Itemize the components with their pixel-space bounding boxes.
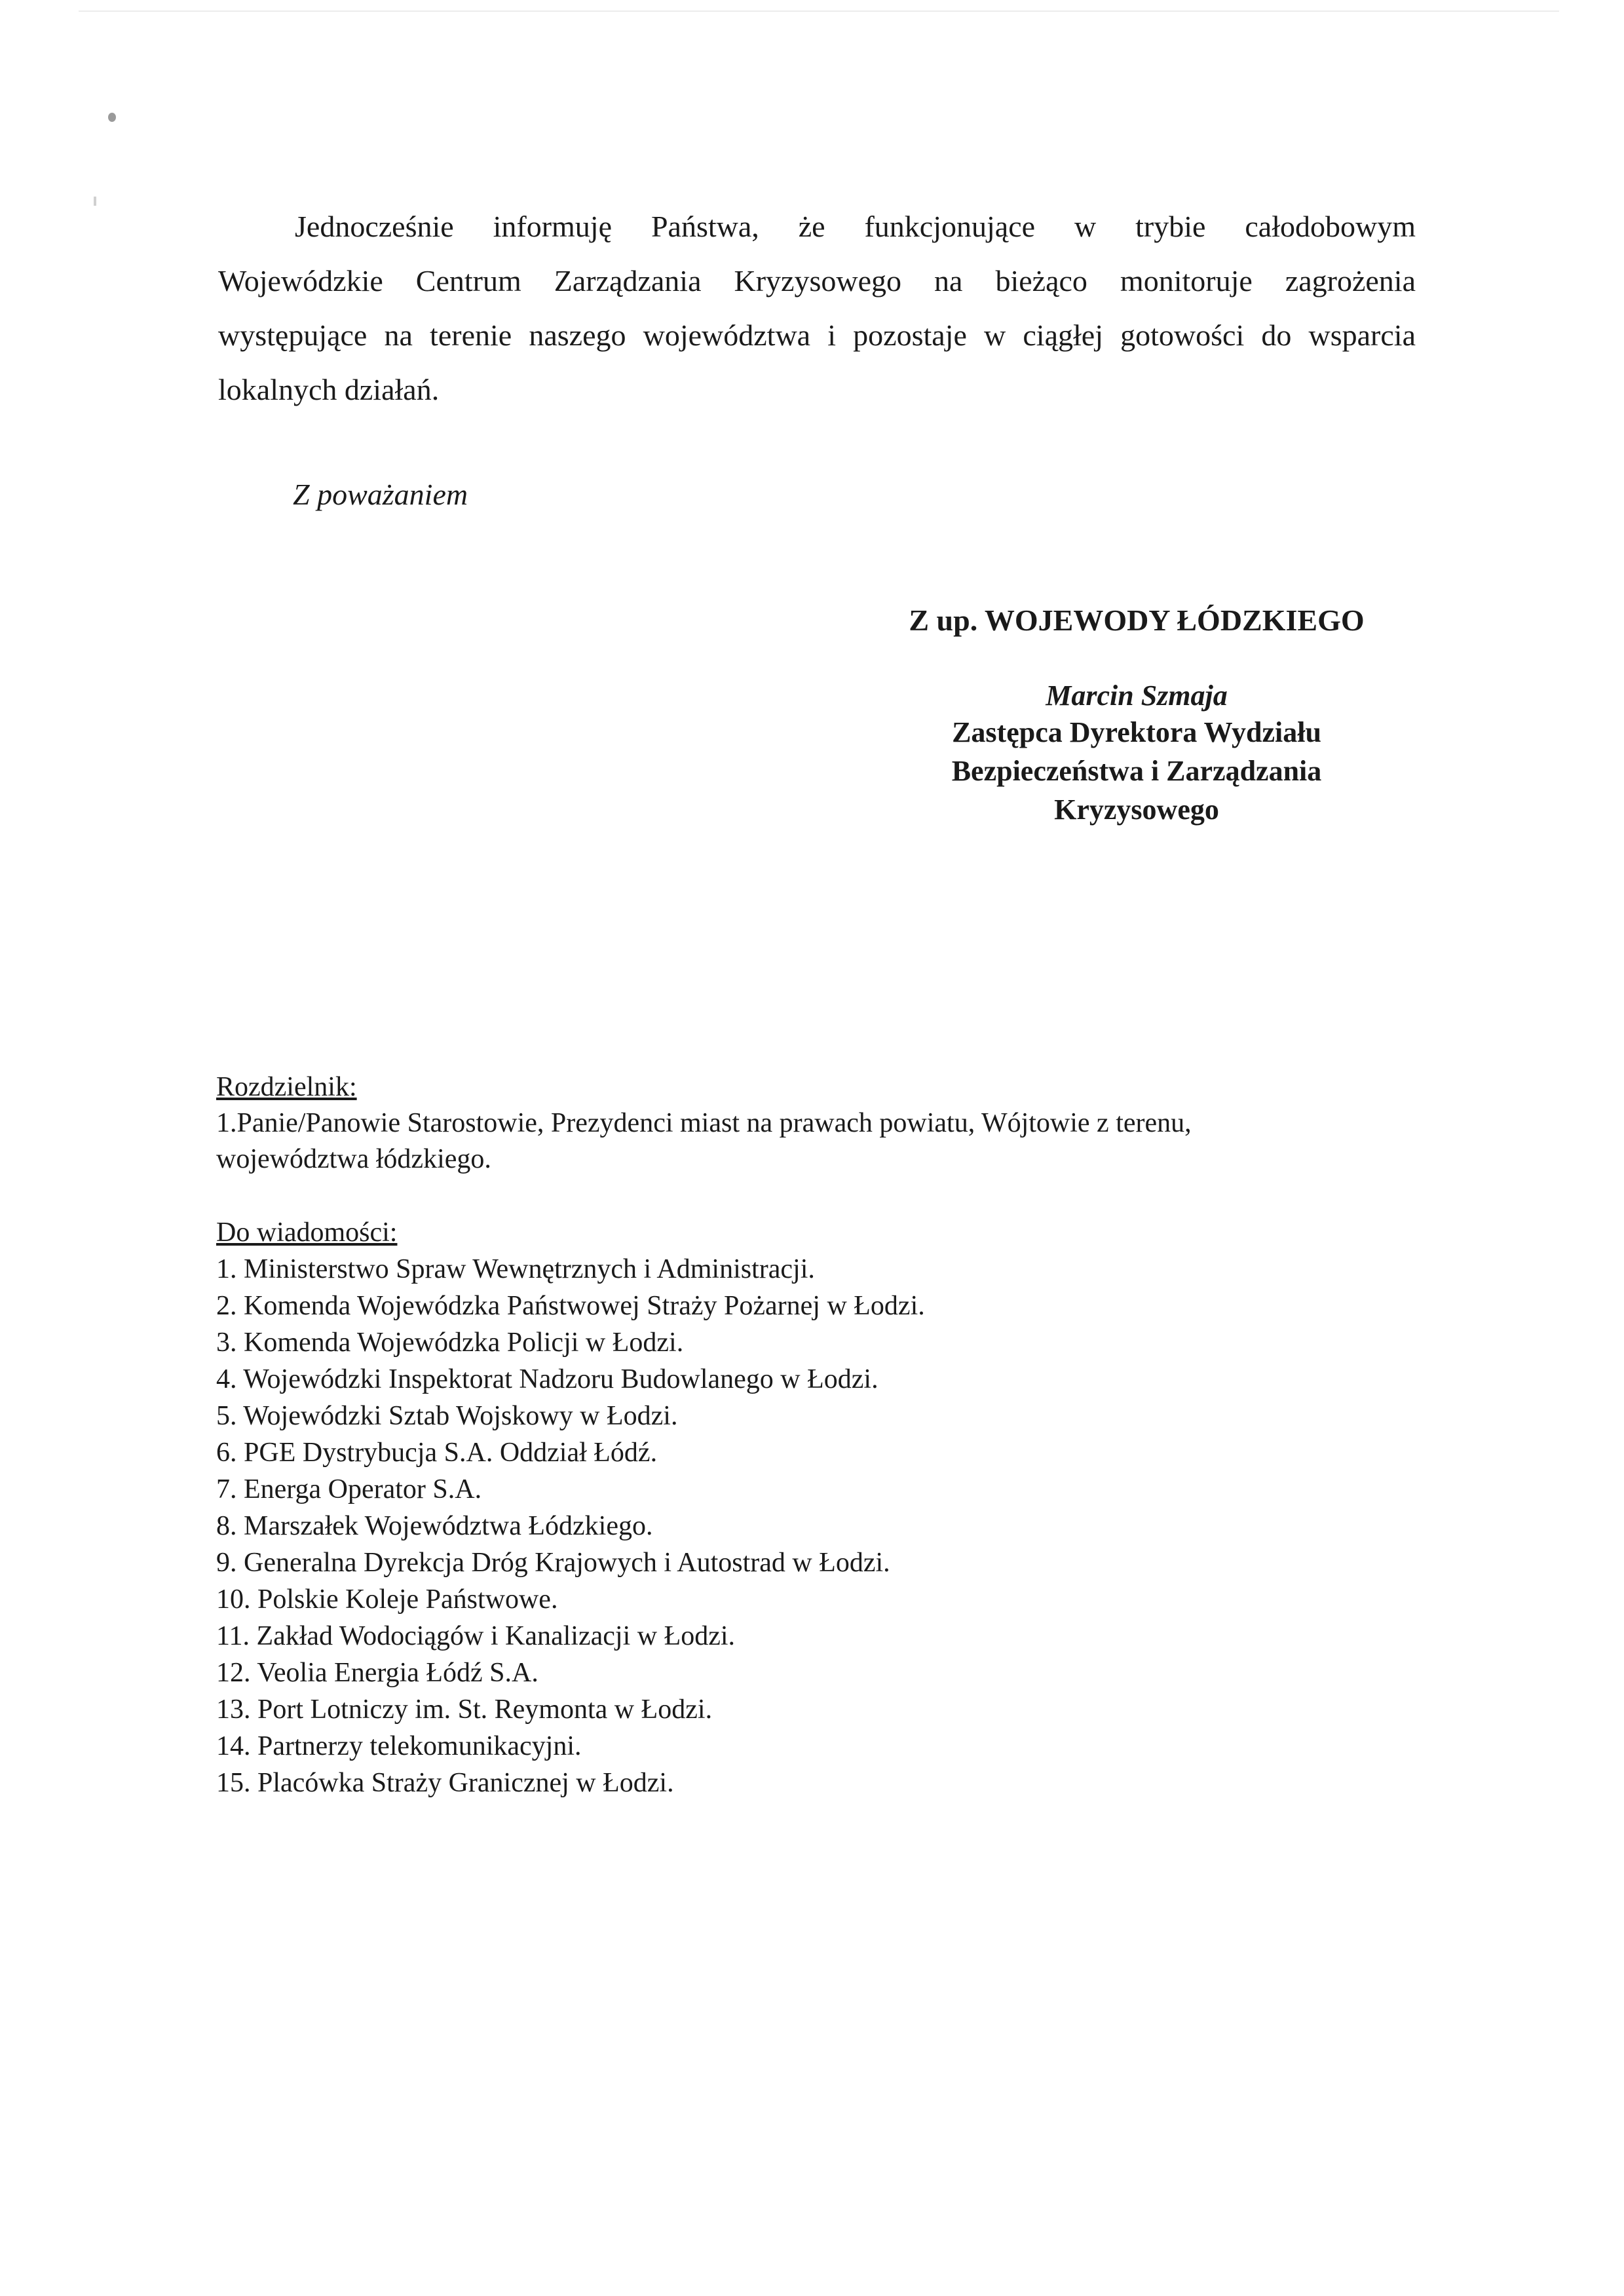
signatory-name: Marcin Szmaja [1046, 679, 1228, 712]
list-item: 2. Komenda Wojewódzka Państwowej Straży Pożarnej w Łodzi. [216, 1291, 925, 1321]
scan-speck [108, 113, 116, 122]
role-line: Bezpieczeństwa i Zarządzania [951, 755, 1322, 787]
list-item: 3. Komenda Wojewódzka Policji w Łodzi. [216, 1328, 684, 1358]
list-item: 6. PGE Dystrybucja S.A. Oddział Łódź. [216, 1438, 658, 1468]
list-item: 7. Energa Operator S.A. [216, 1474, 482, 1504]
list-item: 9. Generalna Dyrekcja Dróg Krajowych i Autostrad w Łodzi. [216, 1548, 890, 1578]
distribution-list [216, 1069, 1395, 1177]
distribution-heading: Rozdzielnik: [216, 1072, 357, 1102]
scan-mark [94, 197, 96, 206]
signatory-role [875, 713, 1399, 829]
list-item: 5. Wojewódzki Sztab Wojskowy w Łodzi. [216, 1401, 678, 1431]
paragraph-line: lokalnych działań. [218, 373, 440, 406]
list-item: 13. Port Lotniczy im. St. Reymonta w Łodzi. [216, 1694, 713, 1725]
for-information-list [216, 1214, 925, 1801]
body-paragraph [218, 199, 1416, 417]
list-item: 11. Zakład Wodociągów i Kanalizacji w Łodzi. [216, 1621, 736, 1651]
role-line: Zastępca Dyrektora Wydziału [952, 716, 1321, 748]
paragraph-line: występujące na terenie naszego województwa i pozostaje w ciągłej gotowości do wsparcia [218, 318, 1416, 352]
list-item: 1. Ministerstwo Spraw Wewnętrznych i Administracji. [216, 1254, 815, 1284]
role-line: Kryzysowego [1054, 794, 1219, 826]
distribution-item: 1.Panie/Panowie Starostowie, Prezydenci miast na prawach powiatu, Wójtowie z terenu, [216, 1108, 1192, 1138]
closing-salutation: Z poważaniem [293, 478, 468, 511]
paragraph-line: Jednocześnie informuję Państwa, że funkcjonujące w trybie całodobowym [295, 210, 1416, 243]
list-item: 10. Polskie Koleje Państwowe. [216, 1584, 558, 1615]
list-item: 14. Partnerzy telekomunikacyjni. [216, 1731, 582, 1761]
for-information-heading: Do wiadomości: [216, 1217, 398, 1248]
list-item: 15. Placówka Straży Granicznej w Łodzi. [216, 1768, 674, 1798]
list-item: 8. Marszałek Województwa Łódzkiego. [216, 1511, 653, 1541]
distribution-item-continued: województwa łódzkiego. [216, 1144, 491, 1174]
list-item: 4. Wojewódzki Inspektorat Nadzoru Budowlanego w Łodzi. [216, 1364, 878, 1394]
paragraph-line: Wojewódzkie Centrum Zarządzania Kryzysowego na bieżąco monitoruje zagrożenia [218, 264, 1416, 297]
scan-edge-line [79, 10, 1559, 12]
signature-authority: Z up. WOJEWODY ŁÓDZKIEGO [909, 603, 1365, 637]
list-item: 12. Veolia Energia Łódź S.A. [216, 1658, 538, 1688]
